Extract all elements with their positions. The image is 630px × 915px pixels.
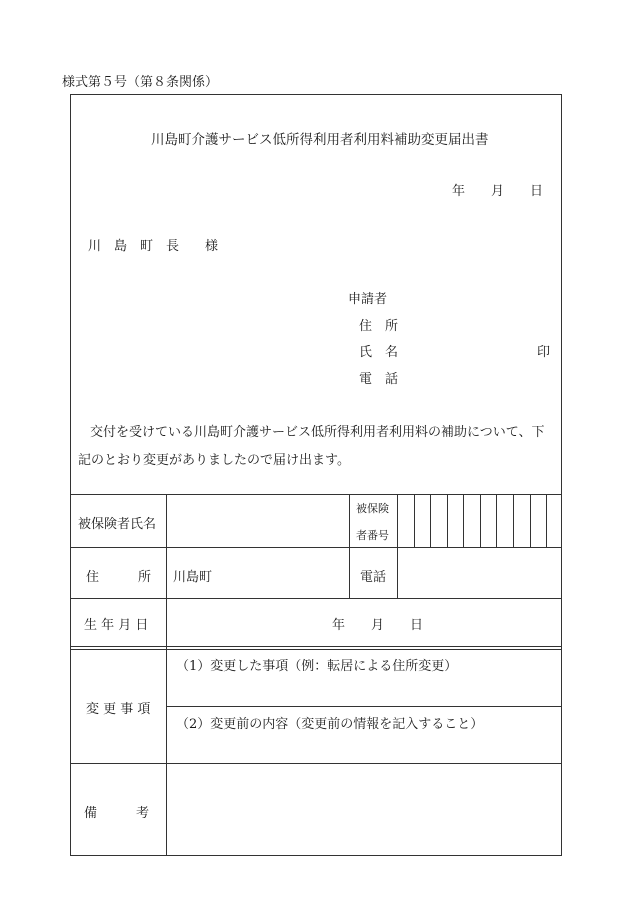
change-label: 変 更 事 項 [86, 702, 151, 717]
applicant-phone-label[interactable]: 電 話 [359, 372, 399, 387]
change-divider [166, 706, 562, 707]
phone-field[interactable] [399, 549, 561, 596]
form-title: 川島町介護サービス低所得利用者利用料補助変更届出書 [151, 132, 489, 148]
address-label: 住 所 [86, 570, 152, 585]
remarks-label: 備 考 [84, 806, 150, 821]
applicant-heading: 申請者 [348, 292, 388, 307]
insured-number-label-2: 者番号 [356, 529, 389, 542]
form-number: 様式第５号（第８条関係） [62, 75, 219, 90]
table-top-rule [70, 494, 562, 495]
insured-number-start-rule [397, 494, 398, 598]
phone-label: 電話 [360, 570, 387, 585]
addressee: 川 島 町 長 様 [88, 239, 219, 254]
row-rule-2 [70, 598, 562, 599]
birthdate-label: 生 年 月 日 [84, 618, 149, 633]
insured-name-label: 被保険者氏名 [78, 517, 157, 532]
label-column-rule [166, 494, 167, 856]
insured-name-field[interactable] [168, 496, 347, 545]
row-rule-3b [70, 649, 562, 650]
address-value[interactable]: 川島町 [173, 570, 213, 585]
date-line[interactable]: 年 月 日 [452, 184, 544, 199]
insured-number-label-1: 被保険 [356, 502, 389, 515]
applicant-name-label[interactable]: 氏 名 [359, 345, 399, 360]
body-text-line-1: 交付を受けている川島町介護サービス低所得利用者利用料の補助について、下 [90, 425, 545, 440]
form-frame [70, 94, 562, 856]
remarks-field[interactable] [168, 765, 561, 854]
row-rule-3a [70, 646, 562, 647]
insured-number-field[interactable] [399, 496, 561, 545]
change-item-1[interactable]: （1）変更した事項（例：転居による住所変更） [176, 659, 458, 674]
seal-mark: 印 [537, 345, 551, 360]
row-rule-1 [70, 547, 562, 548]
row-rule-4 [70, 763, 562, 764]
body-text-line-2: 記のとおり変更がありましたので届け出ます。 [78, 453, 350, 468]
change-item-2[interactable]: （2）変更前の内容（変更前の情報を記入すること） [176, 717, 484, 732]
insured-number-label-rule [349, 494, 350, 598]
applicant-address-label[interactable]: 住 所 [359, 319, 399, 334]
birthdate-value[interactable]: 年 月 日 [332, 618, 424, 633]
